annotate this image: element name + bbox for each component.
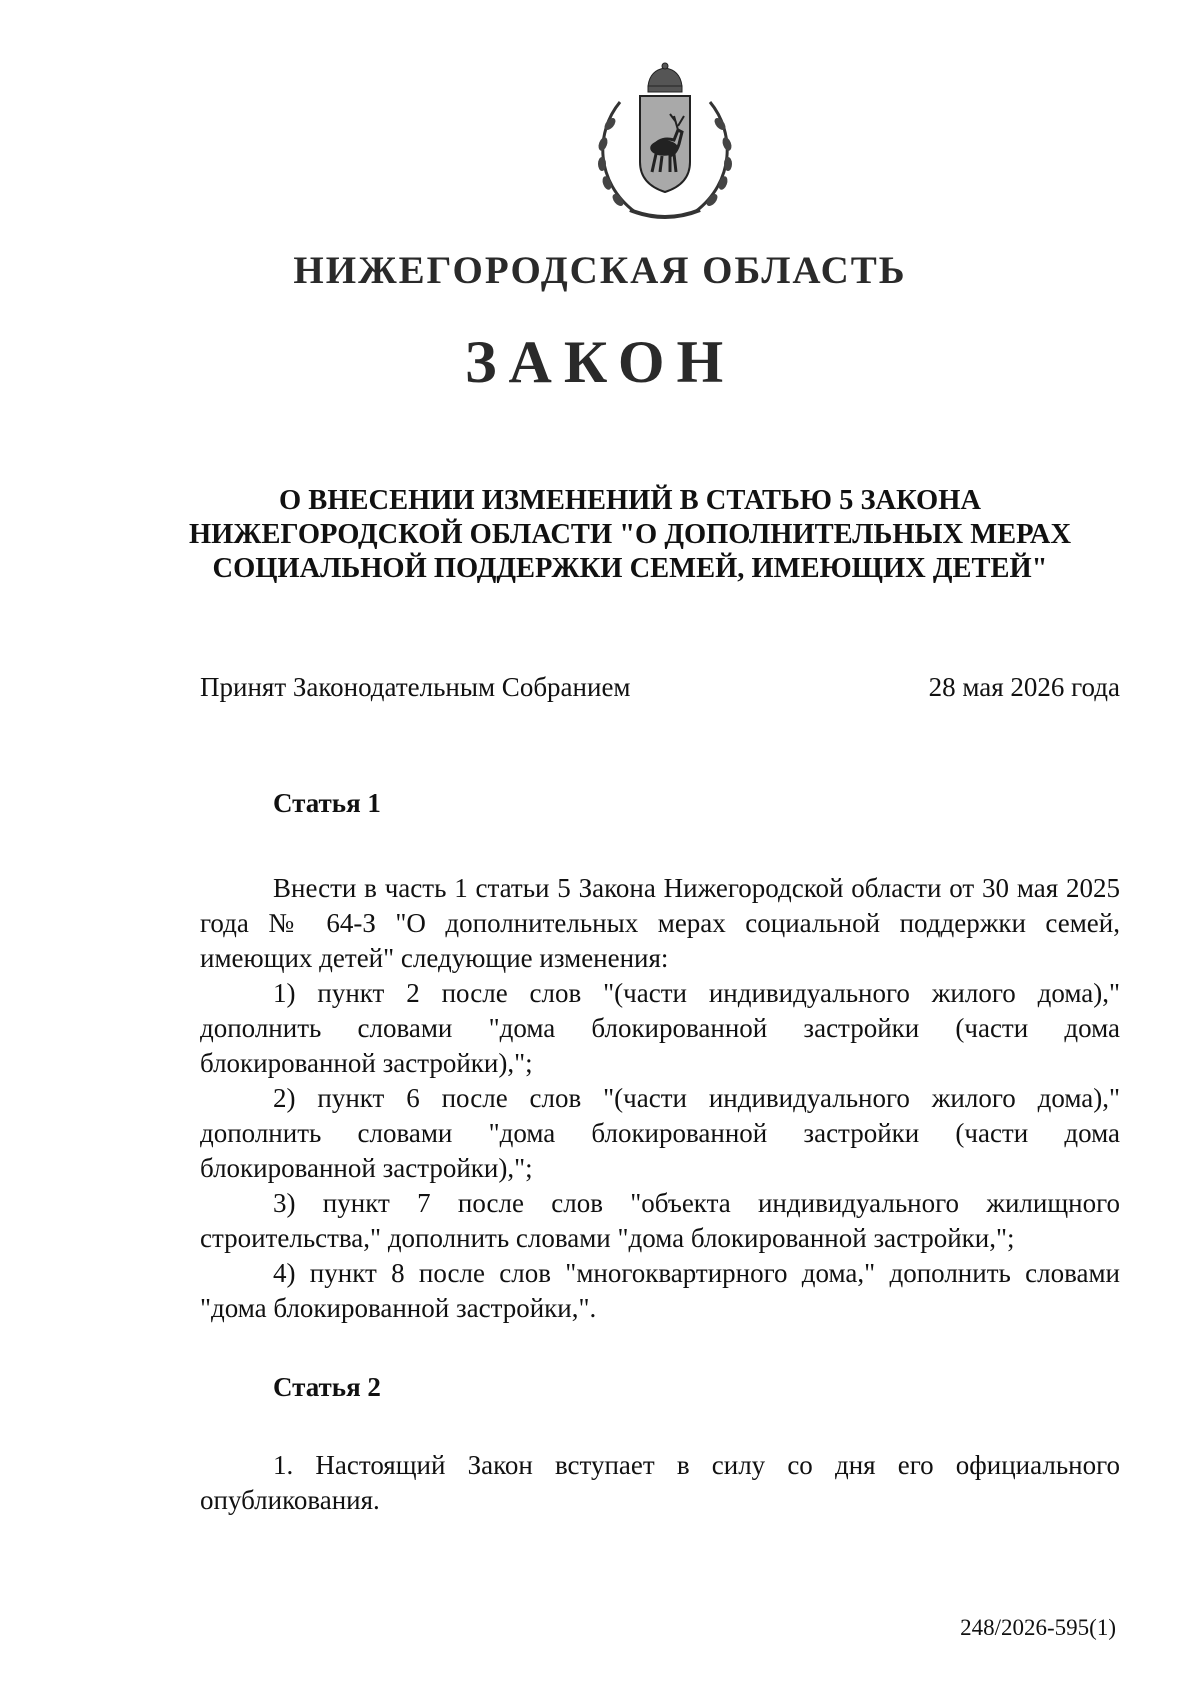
article-1-paragraph: 3) пункт 7 после слов "объекта индивидуального жилищного строительства," дополнить словами "дома блокированной застройки,"; xyxy=(200,1188,1120,1253)
law-title-line: О ВНЕСЕНИИ ИЗМЕНЕНИЙ В СТАТЬЮ 5 ЗАКОНА xyxy=(279,485,981,516)
article-1-heading: Статья 1 xyxy=(273,788,381,818)
article-1-paragraph: Внести в часть 1 статьи 5 Закона Нижегородской области от 30 мая 2025 года № 64-З "О дополнительных мерах социальной поддержки семей, имеющих детей" следующие изменения: xyxy=(200,873,1120,973)
law-title-line: НИЖЕГОРОДСКОЙ ОБЛАСТИ "О ДОПОЛНИТЕЛЬНЫХ МЕРАХ xyxy=(188,519,1072,550)
article-1-paragraph: 2) пункт 6 после слов "(части индивидуального жилого дома)," дополнить словами "дома блокированной застройки (части дома блокированной застройки),"; xyxy=(200,1083,1120,1183)
adoption-label: Принят Законодательным Собранием xyxy=(200,672,631,702)
article-2-body xyxy=(200,1448,1120,1518)
coat-of-arms-icon xyxy=(590,62,740,222)
law-title-line: СОЦИАЛЬНОЙ ПОДДЕРЖКИ СЕМЕЙ, ИМЕЮЩИХ ДЕТЕЙ" xyxy=(212,553,1048,584)
article-1-paragraph: 1) пункт 2 после слов "(части индивидуального жилого дома)," дополнить словами "дома блокированной застройки (части дома блокированной застройки),"; xyxy=(200,978,1120,1078)
article-1-paragraph: 4) пункт 8 после слов "многоквартирного дома," дополнить словами "дома блокированной застройки,". xyxy=(200,1258,1120,1323)
law-title xyxy=(150,484,1110,586)
region-name: НИЖЕГОРОДСКАЯ ОБЛАСТЬ xyxy=(293,249,907,292)
adoption-line xyxy=(200,672,1120,703)
article-1-body xyxy=(200,871,1120,1326)
article-2-heading: Статья 2 xyxy=(273,1372,381,1402)
article-2-paragraph: 1. Настоящий Закон вступает в силу со дня его официального опубликования. xyxy=(200,1450,1120,1515)
document-type: ЗАКОН xyxy=(464,329,736,395)
document-number: 248/2026-595(1) xyxy=(960,1615,1116,1640)
adoption-date: 28 мая 2026 года xyxy=(928,672,1120,702)
